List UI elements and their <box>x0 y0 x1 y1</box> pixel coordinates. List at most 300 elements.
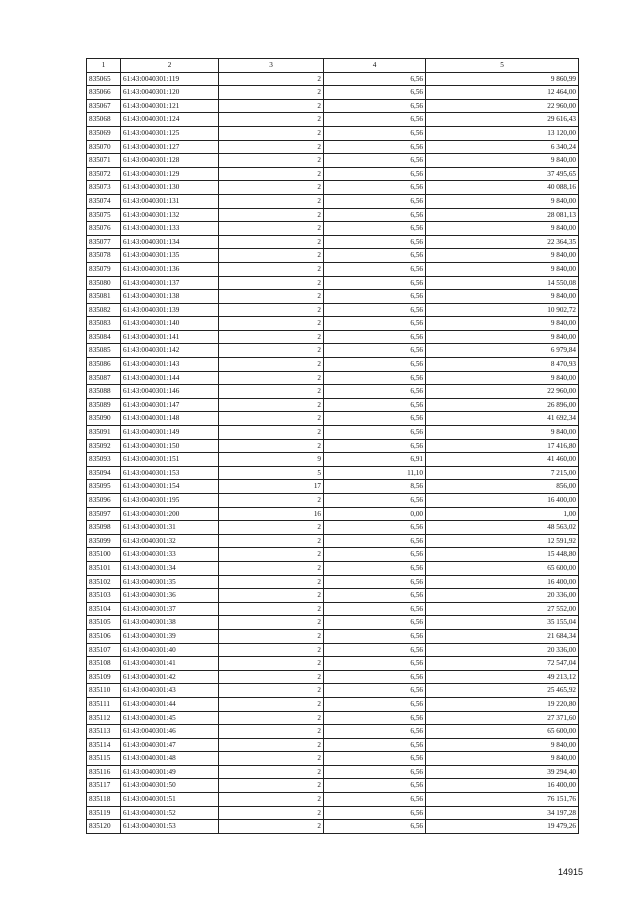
table-row <box>87 72 579 86</box>
table-cell-col-5: 16 400,00 <box>426 575 579 589</box>
table-cell-col-4: 6,56 <box>324 358 426 372</box>
column-header-4: 4 <box>324 59 426 73</box>
table-cell-col-5: 35 155,04 <box>426 616 579 630</box>
table-cell-col-1: 835115 <box>87 752 121 766</box>
table-cell-col-4: 6,56 <box>324 222 426 236</box>
table-cell-col-4: 6,56 <box>324 235 426 249</box>
table-cell-col-2: 61:43:0040301:124 <box>121 113 219 127</box>
table-cell-col-2: 61:43:0040301:134 <box>121 235 219 249</box>
table-cell-col-1: 835094 <box>87 466 121 480</box>
table-cell-col-2: 61:43:0040301:153 <box>121 466 219 480</box>
table-row <box>87 371 579 385</box>
table-cell-col-2: 61:43:0040301:136 <box>121 262 219 276</box>
table-cell-col-5: 10 902,72 <box>426 303 579 317</box>
table-cell-col-1: 835101 <box>87 561 121 575</box>
table-cell-col-4: 6,56 <box>324 534 426 548</box>
table-cell-col-5: 9 840,00 <box>426 426 579 440</box>
table-cell-col-3: 2 <box>219 99 324 113</box>
table-row <box>87 99 579 113</box>
table-cell-col-5: 9 840,00 <box>426 738 579 752</box>
table-cell-col-1: 835084 <box>87 330 121 344</box>
header-row <box>87 59 579 73</box>
table-cell-col-4: 6,56 <box>324 154 426 168</box>
table-cell-col-5: 12 464,00 <box>426 86 579 100</box>
table-cell-col-5: 16 400,00 <box>426 494 579 508</box>
table-cell-col-3: 2 <box>219 154 324 168</box>
table-cell-col-3: 2 <box>219 765 324 779</box>
table-cell-col-3: 2 <box>219 602 324 616</box>
table-cell-col-4: 6,56 <box>324 806 426 820</box>
table-cell-col-2: 61:43:0040301:38 <box>121 616 219 630</box>
table-cell-col-4: 6,56 <box>324 167 426 181</box>
table-row <box>87 439 579 453</box>
table-cell-col-1: 835090 <box>87 412 121 426</box>
table-cell-col-5: 19 220,80 <box>426 697 579 711</box>
table-row <box>87 126 579 140</box>
table-cell-col-5: 48 563,02 <box>426 521 579 535</box>
table-cell-col-1: 835099 <box>87 534 121 548</box>
table-cell-col-2: 61:43:0040301:46 <box>121 725 219 739</box>
table-cell-col-5: 9 840,00 <box>426 222 579 236</box>
table-cell-col-4: 6,56 <box>324 711 426 725</box>
table-cell-col-1: 835112 <box>87 711 121 725</box>
table-cell-col-3: 2 <box>219 385 324 399</box>
table-cell-col-1: 835088 <box>87 385 121 399</box>
table-cell-col-4: 6,56 <box>324 439 426 453</box>
table-cell-col-3: 2 <box>219 140 324 154</box>
table-cell-col-2: 61:43:0040301:135 <box>121 249 219 263</box>
table-cell-col-1: 835089 <box>87 398 121 412</box>
table-cell-col-3: 2 <box>219 249 324 263</box>
table-row <box>87 480 579 494</box>
table-cell-col-5: 9 840,00 <box>426 317 579 331</box>
table-cell-col-2: 61:43:0040301:149 <box>121 426 219 440</box>
table-cell-col-5: 20 336,00 <box>426 643 579 657</box>
table-cell-col-3: 16 <box>219 507 324 521</box>
table-cell-col-2: 61:43:0040301:43 <box>121 684 219 698</box>
table-cell-col-4: 6,56 <box>324 181 426 195</box>
table-cell-col-3: 2 <box>219 521 324 535</box>
table-cell-col-3: 2 <box>219 697 324 711</box>
table-cell-col-5: 22 960,00 <box>426 99 579 113</box>
table-cell-col-4: 6,56 <box>324 412 426 426</box>
table-cell-col-1: 835066 <box>87 86 121 100</box>
table-cell-col-5: 9 840,00 <box>426 194 579 208</box>
table-cell-col-1: 835069 <box>87 126 121 140</box>
table-cell-col-4: 6,56 <box>324 521 426 535</box>
table-cell-col-3: 2 <box>219 793 324 807</box>
table-row <box>87 194 579 208</box>
table-cell-col-1: 835092 <box>87 439 121 453</box>
table-cell-col-2: 61:43:0040301:127 <box>121 140 219 154</box>
table-cell-col-2: 61:43:0040301:36 <box>121 589 219 603</box>
table-cell-col-3: 2 <box>219 358 324 372</box>
table-row <box>87 643 579 657</box>
table-cell-col-3: 2 <box>219 208 324 222</box>
table-cell-col-3: 2 <box>219 344 324 358</box>
table-cell-col-3: 2 <box>219 561 324 575</box>
table-cell-col-1: 835096 <box>87 494 121 508</box>
table-cell-col-4: 6,56 <box>324 113 426 127</box>
table-cell-col-3: 2 <box>219 494 324 508</box>
table-row <box>87 534 579 548</box>
table-cell-col-2: 61:43:0040301:34 <box>121 561 219 575</box>
table-cell-col-4: 6,56 <box>324 657 426 671</box>
table-cell-col-5: 41 692,34 <box>426 412 579 426</box>
table-cell-col-1: 835080 <box>87 276 121 290</box>
table-cell-col-2: 61:43:0040301:142 <box>121 344 219 358</box>
table-row <box>87 140 579 154</box>
table-row <box>87 820 579 834</box>
table-cell-col-2: 61:43:0040301:138 <box>121 290 219 304</box>
table-cell-col-1: 835111 <box>87 697 121 711</box>
table-cell-col-3: 2 <box>219 194 324 208</box>
table-cell-col-2: 61:43:0040301:140 <box>121 317 219 331</box>
table-cell-col-4: 6,56 <box>324 684 426 698</box>
table-cell-col-2: 61:43:0040301:128 <box>121 154 219 168</box>
table-row <box>87 670 579 684</box>
table-cell-col-4: 6,56 <box>324 303 426 317</box>
table-cell-col-1: 835072 <box>87 167 121 181</box>
table-cell-col-4: 6,56 <box>324 589 426 603</box>
table-cell-col-5: 17 416,80 <box>426 439 579 453</box>
table-cell-col-2: 61:43:0040301:150 <box>121 439 219 453</box>
column-header-2: 2 <box>121 59 219 73</box>
table-cell-col-5: 12 591,92 <box>426 534 579 548</box>
table-cell-col-2: 61:43:0040301:47 <box>121 738 219 752</box>
table-cell-col-3: 2 <box>219 412 324 426</box>
table-cell-col-5: 9 860,99 <box>426 72 579 86</box>
table-cell-col-1: 835104 <box>87 602 121 616</box>
table-row <box>87 657 579 671</box>
table-row <box>87 303 579 317</box>
table-row <box>87 684 579 698</box>
table-cell-col-2: 61:43:0040301:146 <box>121 385 219 399</box>
table-cell-col-2: 61:43:0040301:44 <box>121 697 219 711</box>
table-row <box>87 181 579 195</box>
table-cell-col-3: 2 <box>219 181 324 195</box>
table-cell-col-1: 835100 <box>87 548 121 562</box>
table-cell-col-1: 835074 <box>87 194 121 208</box>
table-cell-col-4: 6,56 <box>324 99 426 113</box>
table-cell-col-4: 6,56 <box>324 820 426 834</box>
table-cell-col-2: 61:43:0040301:131 <box>121 194 219 208</box>
table-cell-col-4: 6,56 <box>324 317 426 331</box>
table-row <box>87 358 579 372</box>
table-cell-col-5: 9 840,00 <box>426 752 579 766</box>
table-cell-col-5: 9 840,00 <box>426 330 579 344</box>
table-cell-col-1: 835068 <box>87 113 121 127</box>
table-cell-col-4: 6,56 <box>324 561 426 575</box>
table-cell-col-1: 835116 <box>87 765 121 779</box>
table-cell-col-3: 2 <box>219 398 324 412</box>
table-cell-col-5: 9 840,00 <box>426 262 579 276</box>
table-cell-col-3: 2 <box>219 317 324 331</box>
table-row <box>87 167 579 181</box>
table-cell-col-3: 2 <box>219 290 324 304</box>
table-cell-col-2: 61:43:0040301:133 <box>121 222 219 236</box>
table-cell-col-5: 76 151,76 <box>426 793 579 807</box>
table-cell-col-4: 6,56 <box>324 262 426 276</box>
table-cell-col-5: 26 896,00 <box>426 398 579 412</box>
table-cell-col-5: 9 840,00 <box>426 154 579 168</box>
table-cell-col-4: 6,56 <box>324 548 426 562</box>
table-cell-col-4: 6,56 <box>324 398 426 412</box>
table-row <box>87 561 579 575</box>
table-cell-col-2: 61:43:0040301:147 <box>121 398 219 412</box>
table-cell-col-5: 34 197,28 <box>426 806 579 820</box>
table-cell-col-1: 835105 <box>87 616 121 630</box>
table-cell-col-5: 9 840,00 <box>426 371 579 385</box>
table-row <box>87 521 579 535</box>
table-cell-col-1: 835110 <box>87 684 121 698</box>
table-row <box>87 779 579 793</box>
table-cell-col-2: 61:43:0040301:132 <box>121 208 219 222</box>
table-cell-col-4: 6,56 <box>324 249 426 263</box>
table-cell-col-2: 61:43:0040301:41 <box>121 657 219 671</box>
table-cell-col-5: 25 465,92 <box>426 684 579 698</box>
table-body <box>87 72 579 833</box>
table-cell-col-5: 9 840,00 <box>426 290 579 304</box>
table-row <box>87 385 579 399</box>
data-table <box>86 58 579 834</box>
table-cell-col-3: 2 <box>219 426 324 440</box>
table-cell-col-1: 835076 <box>87 222 121 236</box>
table-cell-col-2: 61:43:0040301:32 <box>121 534 219 548</box>
table-cell-col-3: 2 <box>219 738 324 752</box>
table-cell-col-3: 2 <box>219 657 324 671</box>
table-cell-col-5: 72 547,04 <box>426 657 579 671</box>
table-cell-col-2: 61:43:0040301:151 <box>121 453 219 467</box>
table-row <box>87 466 579 480</box>
table-row <box>87 575 579 589</box>
table-row <box>87 330 579 344</box>
table-cell-col-5: 27 552,00 <box>426 602 579 616</box>
table-cell-col-5: 22 960,00 <box>426 385 579 399</box>
table-cell-col-1: 835075 <box>87 208 121 222</box>
table-cell-col-5: 6 979,84 <box>426 344 579 358</box>
page-number: 14915 <box>558 867 584 877</box>
table-row <box>87 589 579 603</box>
table-cell-col-1: 835098 <box>87 521 121 535</box>
table-cell-col-1: 835078 <box>87 249 121 263</box>
table-cell-col-3: 2 <box>219 684 324 698</box>
table-cell-col-4: 6,56 <box>324 371 426 385</box>
table-cell-col-1: 835119 <box>87 806 121 820</box>
table-cell-col-1: 835067 <box>87 99 121 113</box>
table-row <box>87 602 579 616</box>
table-cell-col-5: 41 460,00 <box>426 453 579 467</box>
table-row <box>87 412 579 426</box>
table-cell-col-3: 2 <box>219 113 324 127</box>
table-cell-col-5: 29 616,43 <box>426 113 579 127</box>
table-row <box>87 725 579 739</box>
table-row <box>87 249 579 263</box>
table-cell-col-3: 5 <box>219 466 324 480</box>
table-cell-col-4: 6,56 <box>324 643 426 657</box>
table-cell-col-3: 2 <box>219 752 324 766</box>
table-cell-col-5: 16 400,00 <box>426 779 579 793</box>
table-row <box>87 738 579 752</box>
table-cell-col-4: 6,56 <box>324 725 426 739</box>
table-cell-col-3: 9 <box>219 453 324 467</box>
table-cell-col-5: 65 600,00 <box>426 561 579 575</box>
table-cell-col-2: 61:43:0040301:195 <box>121 494 219 508</box>
table-cell-col-4: 6,56 <box>324 575 426 589</box>
table-row <box>87 290 579 304</box>
table-cell-col-4: 6,56 <box>324 426 426 440</box>
table-row <box>87 344 579 358</box>
table-cell-col-5: 40 088,16 <box>426 181 579 195</box>
table-cell-col-3: 2 <box>219 330 324 344</box>
table-cell-col-2: 61:43:0040301:39 <box>121 629 219 643</box>
table-cell-col-5: 65 600,00 <box>426 725 579 739</box>
table-cell-col-2: 61:43:0040301:50 <box>121 779 219 793</box>
table-cell-col-3: 2 <box>219 276 324 290</box>
table-cell-col-2: 61:43:0040301:139 <box>121 303 219 317</box>
column-header-3: 3 <box>219 59 324 73</box>
table-cell-col-1: 835120 <box>87 820 121 834</box>
table-cell-col-5: 6 340,24 <box>426 140 579 154</box>
table-cell-col-2: 61:43:0040301:200 <box>121 507 219 521</box>
table-row <box>87 235 579 249</box>
table-row <box>87 154 579 168</box>
table-cell-col-4: 6,56 <box>324 330 426 344</box>
table-cell-col-5: 15 448,80 <box>426 548 579 562</box>
table-cell-col-1: 835103 <box>87 589 121 603</box>
table-row <box>87 317 579 331</box>
table-cell-col-4: 6,56 <box>324 72 426 86</box>
table-cell-col-2: 61:43:0040301:40 <box>121 643 219 657</box>
table-row <box>87 697 579 711</box>
table-row <box>87 806 579 820</box>
table-cell-col-3: 2 <box>219 86 324 100</box>
table-cell-col-4: 6,56 <box>324 385 426 399</box>
table-cell-col-4: 6,56 <box>324 738 426 752</box>
table-cell-col-1: 835108 <box>87 657 121 671</box>
table-cell-col-3: 2 <box>219 303 324 317</box>
table-cell-col-5: 14 550,08 <box>426 276 579 290</box>
table-cell-col-4: 6,56 <box>324 670 426 684</box>
table-cell-col-2: 61:43:0040301:119 <box>121 72 219 86</box>
table-cell-col-4: 6,56 <box>324 344 426 358</box>
table-row <box>87 793 579 807</box>
table-cell-col-3: 2 <box>219 126 324 140</box>
table-cell-col-1: 835081 <box>87 290 121 304</box>
table-cell-col-1: 835077 <box>87 235 121 249</box>
table-cell-col-3: 2 <box>219 670 324 684</box>
table-row <box>87 548 579 562</box>
table-cell-col-2: 61:43:0040301:33 <box>121 548 219 562</box>
table-cell-col-4: 6,56 <box>324 140 426 154</box>
table-cell-col-1: 835070 <box>87 140 121 154</box>
table-cell-col-5: 9 840,00 <box>426 249 579 263</box>
table-cell-col-3: 2 <box>219 575 324 589</box>
table-cell-col-4: 6,56 <box>324 602 426 616</box>
table-cell-col-5: 28 081,13 <box>426 208 579 222</box>
table-cell-col-1: 835097 <box>87 507 121 521</box>
table-cell-col-2: 61:43:0040301:52 <box>121 806 219 820</box>
table-cell-col-2: 61:43:0040301:53 <box>121 820 219 834</box>
table-row <box>87 262 579 276</box>
table-cell-col-4: 6,56 <box>324 697 426 711</box>
table-cell-col-2: 61:43:0040301:45 <box>121 711 219 725</box>
table-cell-col-3: 2 <box>219 616 324 630</box>
table-cell-col-2: 61:43:0040301:31 <box>121 521 219 535</box>
table-cell-col-2: 61:43:0040301:130 <box>121 181 219 195</box>
table-cell-col-5: 856,00 <box>426 480 579 494</box>
table-cell-col-5: 20 336,00 <box>426 589 579 603</box>
table-cell-col-3: 2 <box>219 548 324 562</box>
table-row <box>87 222 579 236</box>
table-cell-col-2: 61:43:0040301:137 <box>121 276 219 290</box>
table-cell-col-2: 61:43:0040301:154 <box>121 480 219 494</box>
table-cell-col-4: 6,56 <box>324 276 426 290</box>
table-row <box>87 494 579 508</box>
table-cell-col-3: 2 <box>219 439 324 453</box>
table-cell-col-1: 835095 <box>87 480 121 494</box>
table-cell-col-1: 835091 <box>87 426 121 440</box>
table-cell-col-4: 6,56 <box>324 793 426 807</box>
table-cell-col-1: 835087 <box>87 371 121 385</box>
table-cell-col-4: 6,56 <box>324 494 426 508</box>
table-cell-col-2: 61:43:0040301:148 <box>121 412 219 426</box>
table-cell-col-1: 835114 <box>87 738 121 752</box>
table-cell-col-1: 835102 <box>87 575 121 589</box>
table-cell-col-2: 61:43:0040301:35 <box>121 575 219 589</box>
table-cell-col-1: 835113 <box>87 725 121 739</box>
table-cell-col-3: 2 <box>219 820 324 834</box>
table-cell-col-2: 61:43:0040301:144 <box>121 371 219 385</box>
table-cell-col-3: 2 <box>219 643 324 657</box>
table-row <box>87 276 579 290</box>
table-cell-col-3: 2 <box>219 235 324 249</box>
table-cell-col-4: 8,56 <box>324 480 426 494</box>
table-cell-col-2: 61:43:0040301:121 <box>121 99 219 113</box>
table-cell-col-4: 6,56 <box>324 194 426 208</box>
table-cell-col-5: 13 120,00 <box>426 126 579 140</box>
table-cell-col-3: 2 <box>219 629 324 643</box>
table-cell-col-3: 2 <box>219 589 324 603</box>
table-cell-col-3: 2 <box>219 167 324 181</box>
table-cell-col-1: 835107 <box>87 643 121 657</box>
table-cell-col-5: 1,00 <box>426 507 579 521</box>
table-cell-col-2: 61:43:0040301:49 <box>121 765 219 779</box>
table-row <box>87 711 579 725</box>
table-cell-col-1: 835083 <box>87 317 121 331</box>
table-cell-col-4: 6,56 <box>324 629 426 643</box>
table-cell-col-3: 17 <box>219 480 324 494</box>
table-cell-col-1: 835118 <box>87 793 121 807</box>
table-cell-col-4: 6,56 <box>324 752 426 766</box>
table-cell-col-4: 6,56 <box>324 290 426 304</box>
table-cell-col-3: 2 <box>219 711 324 725</box>
table-cell-col-4: 0,00 <box>324 507 426 521</box>
table-cell-col-5: 37 495,65 <box>426 167 579 181</box>
table-cell-col-4: 6,56 <box>324 765 426 779</box>
table-cell-col-5: 22 364,35 <box>426 235 579 249</box>
table-cell-col-1: 835109 <box>87 670 121 684</box>
table-cell-col-4: 6,56 <box>324 779 426 793</box>
table-cell-col-5: 49 213,12 <box>426 670 579 684</box>
table-cell-col-3: 2 <box>219 371 324 385</box>
table-cell-col-5: 7 215,00 <box>426 466 579 480</box>
table-cell-col-4: 6,56 <box>324 86 426 100</box>
table-cell-col-3: 2 <box>219 806 324 820</box>
table-row <box>87 752 579 766</box>
table-cell-col-5: 19 479,26 <box>426 820 579 834</box>
table-cell-col-2: 61:43:0040301:120 <box>121 86 219 100</box>
